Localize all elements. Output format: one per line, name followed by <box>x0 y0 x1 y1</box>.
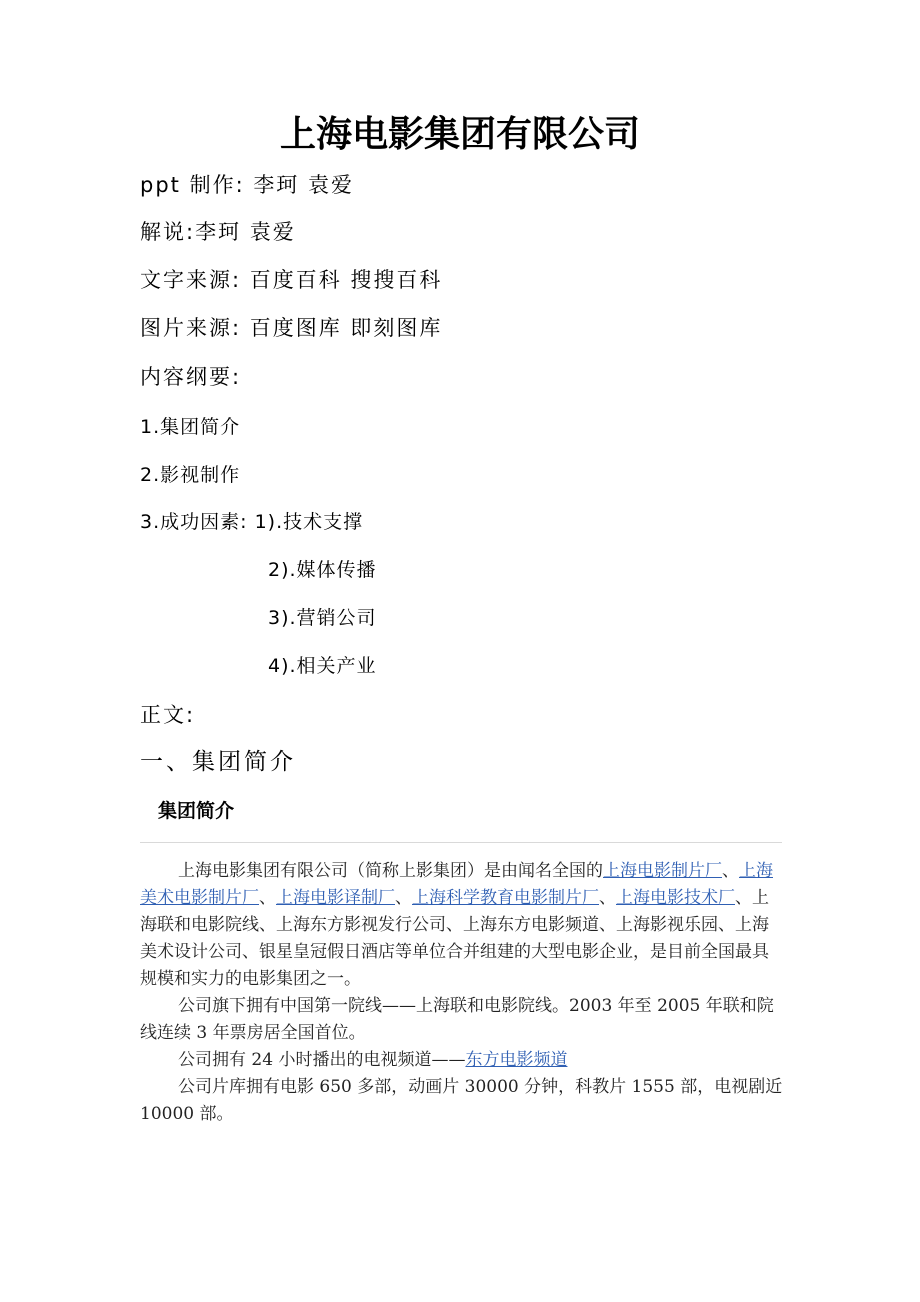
paragraph-intro-rest: 、上海联和电影院线、上海东方影视发行公司、上海东方电影频道、上海影视乐园、上海美术设计公司、银星皇冠假日酒店等单位合并组建的大型电影企业，是目前全国最具规模和实力的电影集团之一。 <box>140 888 769 989</box>
outline-subitem-3: 3).营销公司 <box>268 607 377 629</box>
narration-credit: 解说:李珂 袁爱 <box>140 220 296 244</box>
document-title: 上海电影集团有限公司 <box>279 114 640 155</box>
separator: 、 <box>722 861 739 881</box>
image-source: 图片来源: 百度图库 即刻图库 <box>140 316 443 340</box>
paragraph-intro <box>140 858 785 993</box>
link-shanghai-dubbing-studio[interactable]: 上海电影译制厂 <box>276 888 395 908</box>
outline-item-3: 3.成功因素: 1).技术支撑 <box>140 511 364 533</box>
divider <box>140 842 782 843</box>
ppt-credit: ppt 制作: 李珂 袁爱 <box>140 173 354 197</box>
paragraph-intro-text: 上海电影集团有限公司（简称上影集团）是由闻名全国的 <box>178 861 603 881</box>
outline-item-2: 2.影视制作 <box>140 464 241 486</box>
link-dongfang-movie-channel[interactable]: 东方电影频道 <box>465 1050 568 1070</box>
section-subheading: 集团简介 <box>158 800 235 822</box>
separator: 、 <box>395 888 412 908</box>
article-body <box>140 858 785 1128</box>
outline-item-1: 1.集团简介 <box>140 416 241 438</box>
outline-subitem-4: 4).相关产业 <box>268 655 377 677</box>
body-label: 正文: <box>140 703 196 727</box>
outline-subitem-2: 2).媒体传播 <box>268 559 377 581</box>
section-heading: 一、集团简介 <box>140 749 296 775</box>
link-shanghai-animation-studio[interactable]: 上海美术电影制片厂 <box>140 861 773 908</box>
paragraph-tv-channel <box>140 1047 785 1074</box>
link-shanghai-science-film-studio[interactable]: 上海科学教育电影制片厂 <box>412 888 599 908</box>
link-shanghai-film-studio[interactable]: 上海电影制片厂 <box>603 861 722 881</box>
separator: 、 <box>599 888 616 908</box>
text-source: 文字来源: 百度百科 搜搜百科 <box>140 268 443 292</box>
paragraph-cinema-line: 公司旗下拥有中国第一院线——上海联和电影院线。2003 年至 2005 年联和院线连续 3 年票房居全国首位。 <box>140 996 774 1043</box>
outline-heading: 内容纲要: <box>140 365 242 389</box>
paragraph-library: 公司片库拥有电影 650 多部，动画片 30000 分钟，科教片 1555 部，电视剧近 10000 部。 <box>140 1077 783 1124</box>
paragraph-tv-text: 公司拥有 24 小时播出的电视频道—— <box>178 1050 466 1070</box>
separator: 、 <box>259 888 276 908</box>
link-shanghai-film-tech-factory[interactable]: 上海电影技术厂 <box>616 888 735 908</box>
